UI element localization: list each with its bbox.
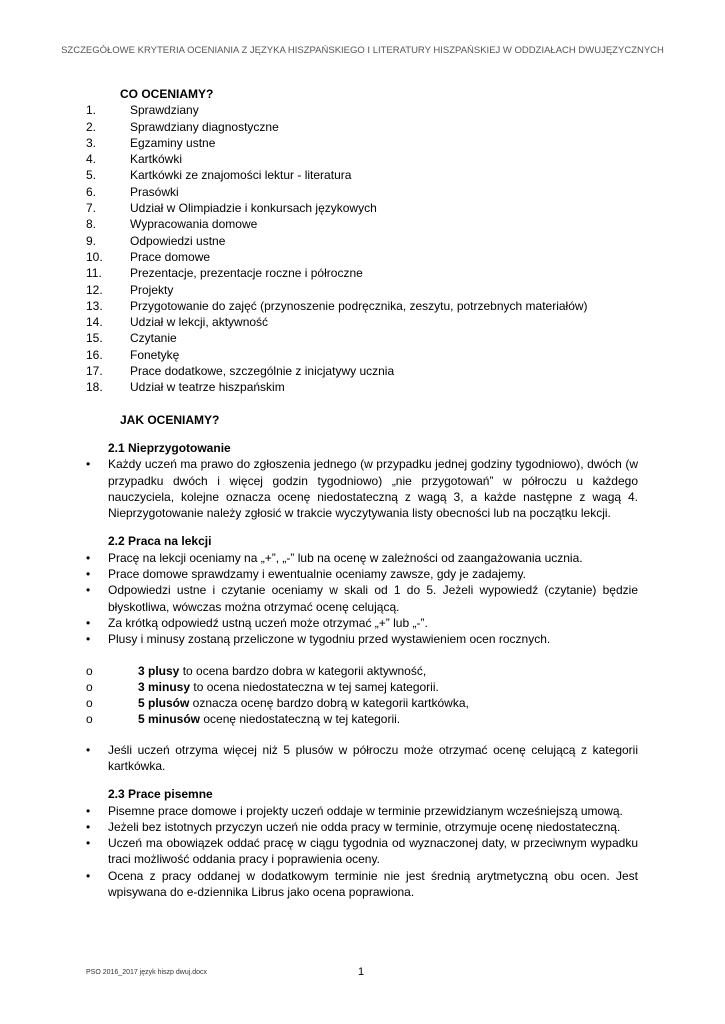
bullet-icon: • (86, 615, 91, 630)
list-item (86, 347, 638, 363)
section-2-2-bullets (86, 550, 638, 648)
section-title-jak-oceniamy: JAK OCENIAMY? (120, 412, 220, 427)
section-2-3-bullets (86, 803, 638, 901)
circle-bullet-icon: o (86, 712, 93, 727)
item-text: Przygotowanie do zajęć (przynoszenie podręcznika, zeszytu, potrzebnych materiałów) (130, 298, 588, 313)
bullet-icon: • (86, 819, 91, 834)
list-item (86, 363, 638, 379)
list-item (86, 249, 638, 265)
section-title-co-oceniamy: CO OCENIAMY? (120, 87, 214, 101)
rule-text: to ocena niedostateczna w tej samej kategorii. (190, 679, 439, 694)
circle-bullet-icon: o (86, 679, 93, 694)
bullet-item (86, 550, 638, 566)
item-number: 5. (86, 168, 97, 183)
bullet-icon: • (86, 567, 91, 582)
item-number: 9. (86, 233, 97, 248)
list-item (86, 265, 638, 281)
circle-bullet-icon: o (86, 663, 93, 678)
page-number: 1 (358, 966, 365, 978)
circle-item (86, 679, 638, 695)
bullet-item (86, 615, 638, 631)
bullet-text: Jeżeli bez istotnych przyczyn uczeń nie odda pracy w terminie, otrzymuje ocenę niedostateczną. (108, 819, 621, 834)
item-number: 8. (86, 217, 97, 232)
item-number: 4. (86, 152, 97, 167)
circle-item (86, 695, 638, 711)
list-item (86, 135, 638, 151)
item-text: Sprawdziany (130, 103, 199, 118)
item-text: Prasówki (130, 184, 179, 199)
bullet-item (86, 582, 638, 615)
item-text: Prezentacje, prezentacje roczne i półroczne (130, 266, 363, 281)
item-number: 10. (86, 249, 103, 264)
plus-minus-rules (86, 663, 638, 728)
list-item (86, 298, 638, 314)
item-number: 14. (86, 315, 103, 330)
assessment-items-list (86, 102, 638, 395)
item-text: Kartkówki ze znajomości lektur - literatura (130, 168, 352, 183)
list-item (86, 282, 638, 298)
item-text: Sprawdziany diagnostyczne (130, 119, 279, 134)
bullet-text: Uczeń ma obowiązek oddać pracę w ciągu tygodnia od wyznaczonej daty, w przeciwnym wypadku traci możliwość oddania pracy i poprawienia oceny. (108, 836, 638, 867)
item-number: 2. (86, 119, 97, 134)
item-text: Czytanie (130, 331, 177, 346)
item-text: Kartkówki (130, 152, 183, 167)
bullet-item (86, 566, 638, 582)
bullet-icon: • (86, 457, 91, 472)
bullet-item (86, 742, 638, 775)
list-item (86, 330, 638, 346)
list-item (86, 379, 638, 395)
item-number: 1. (86, 103, 97, 118)
list-item (86, 233, 638, 249)
list-item (86, 200, 638, 216)
list-item (86, 119, 638, 135)
page-header: SZCZEGÓŁOWE KRYTERIA OCENIANIA Z JĘZYKA HISZPAŃSKIEGO I LITERATURY HISZPAŃSKIEJ W ODDZIAŁACH DWUJĘZYCZNYCH (61, 45, 664, 56)
item-number: 18. (86, 380, 103, 395)
item-text: Fonetykę (130, 347, 180, 362)
section-2-3-title: 2.3 Prace pisemne (108, 787, 213, 802)
bullet-item (86, 803, 638, 819)
list-item (86, 216, 638, 232)
bullet-text: Odpowiedzi ustne i czytanie oceniamy w skali od 1 do 5. Jeżeli wypowiedź (czytanie) będzie błyskotliwa, wówczas można otrzymać ocenę celującą. (108, 583, 638, 614)
bullet-text: Każdy uczeń ma prawo do zgłoszenia jednego (w przypadku jednej godziny tygodniowo), dwóch (w przypadku dwóch i więcej godzin tygodniowo) „nie przygotowań” w półroczu u każdego nauczyciela, kolejne oznacza ocenę niedostateczną z wagą 3, a każde następne z wagą 4. Nieprzygotowanie należy zgłosić w trakcie wyczytywania listy obecności lub na początku lekcji. (108, 457, 638, 521)
item-number: 11. (86, 266, 102, 281)
list-item (86, 184, 638, 200)
bullet-item (86, 456, 638, 521)
bullet-text: Pisemne prace domowe i projekty uczeń oddaje w terminie przewidzianym wcześniejszą umową. (108, 803, 623, 818)
bullet-icon: • (86, 836, 91, 851)
item-number: 13. (86, 298, 103, 313)
bullet-item (86, 631, 638, 647)
item-text: Prace domowe (130, 249, 211, 264)
list-item (86, 167, 638, 183)
rule-text: oznacza ocenę bardzo dobrą w kategorii kartkówka, (189, 696, 469, 711)
item-text: Wypracowania domowe (130, 217, 258, 232)
item-number: 15. (86, 331, 103, 346)
item-text: Prace dodatkowe, szczególnie z inicjatywy ucznia (130, 364, 395, 379)
circle-bullet-icon: o (86, 696, 93, 711)
rule-text: to ocena bardzo dobra w kategorii aktywność, (179, 663, 427, 678)
bullet-text: Jeśli uczeń otrzyma więcej niż 5 plusów w półroczu może otrzymać ocenę celującą z kategorii kartkówka. (108, 742, 638, 773)
bullet-icon: • (86, 632, 91, 647)
rule-bold: 3 plusy (138, 663, 180, 678)
list-item (86, 151, 638, 167)
document-body (86, 86, 638, 900)
circle-item (86, 711, 638, 727)
item-text: Projekty (130, 282, 174, 297)
bullet-icon: • (86, 742, 91, 757)
item-text: Egzaminy ustne (130, 135, 216, 150)
bullet-text: Pracę na lekcji oceniamy na „+”, „-” lub na ocenę w zależności od zaangażowania ucznia. (108, 550, 583, 565)
bullet-icon: • (86, 583, 91, 598)
item-text: Udział w Olimpiadzie i konkursach językowych (130, 201, 377, 216)
item-number: 12. (86, 282, 103, 297)
rule-bold: 5 minusów (138, 712, 201, 727)
rule-bold: 5 plusów (138, 696, 190, 711)
bullet-text: Plusy i minusy zostaną przeliczone w tygodniu przed wystawieniem ocen rocznych. (108, 632, 551, 647)
section-2-1-bullets (86, 456, 638, 521)
bullet-text: Za krótką odpowiedź ustną uczeń może otrzymać „+” lub „-”. (108, 615, 428, 630)
bullet-text: Prace domowe sprawdzamy i ewentualnie oceniamy zawsze, gdy je zadajemy. (108, 567, 526, 582)
bullet-icon: • (86, 550, 91, 565)
list-item (86, 102, 638, 118)
item-text: Udział w lekcji, aktywność (130, 315, 269, 330)
bullet-text: Ocena z pracy oddanej w dodatkowym terminie nie jest średnią arytmetyczną obu ocen. Jest wpisywana do e-dziennika Librus jako ocena poprawiona. (108, 868, 638, 900)
item-number: 6. (86, 184, 97, 199)
item-number: 17. (86, 364, 103, 379)
section-2-1-title: 2.1 Nieprzygotowanie (108, 440, 231, 455)
rule-text: ocenę niedostateczną w tej kategorii. (200, 712, 401, 727)
item-number: 16. (86, 347, 103, 362)
bullet-item (86, 868, 638, 901)
bullet-item (86, 819, 638, 835)
item-text: Odpowiedzi ustne (130, 233, 226, 248)
rule-bold: 3 minusy (138, 679, 191, 694)
section-2-2-extra (86, 742, 638, 775)
item-text: Udział w teatrze hiszpańskim (130, 380, 285, 395)
section-2-2-title: 2.2 Praca na lekcji (108, 534, 212, 549)
footer-filename: PSO 2016_2017 język hiszp dwuj.docx (86, 969, 208, 976)
item-number: 3. (86, 135, 97, 150)
bullet-icon: • (86, 868, 91, 883)
circle-item (86, 663, 638, 679)
bullet-item (86, 835, 638, 868)
bullet-icon: • (86, 803, 91, 818)
list-item (86, 314, 638, 330)
item-number: 7. (86, 201, 97, 216)
